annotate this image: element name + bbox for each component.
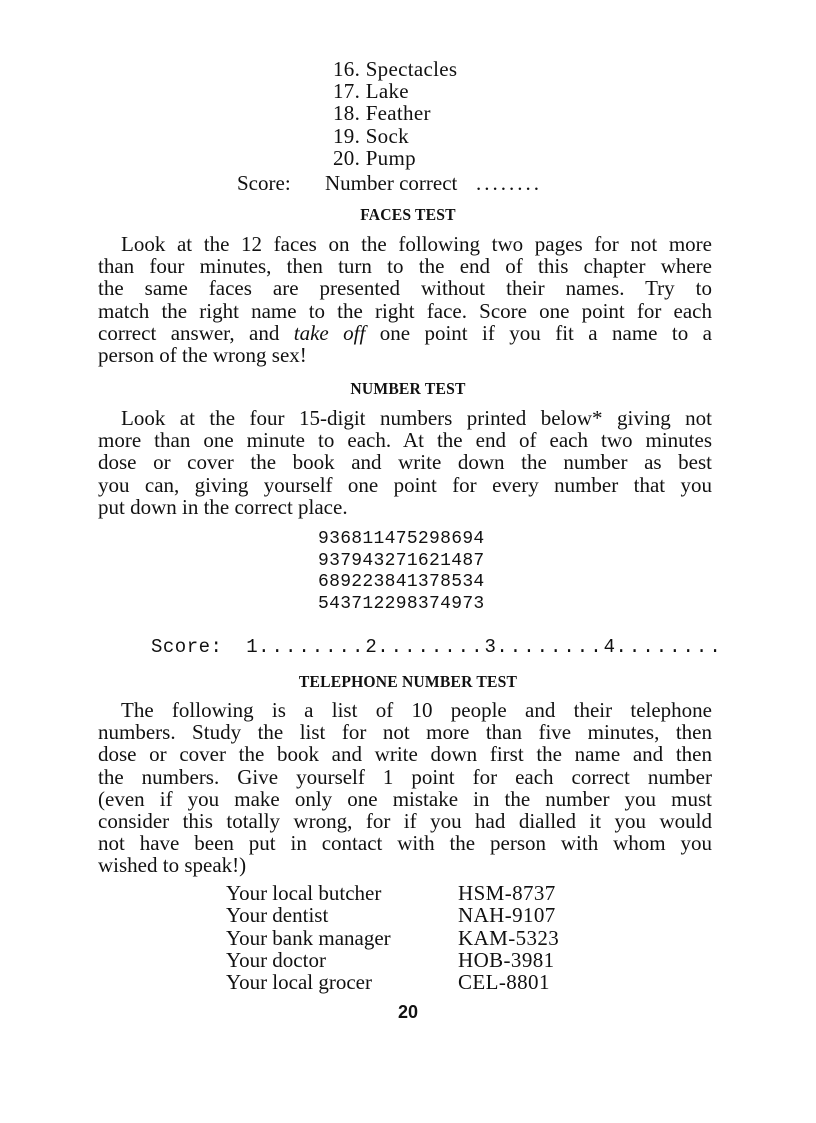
digit-number: 543712298374973	[318, 593, 485, 614]
score-dots: ........	[496, 636, 604, 658]
line-segment: correct answer, and	[98, 320, 280, 345]
contact-name: Your local butcher	[226, 881, 382, 905]
phone-number: CEL-8801	[458, 970, 550, 995]
emphasis-text: take off	[293, 320, 366, 345]
phone-list	[226, 882, 586, 993]
digit-number: 689223841378534	[318, 572, 485, 592]
paragraph-line: dose or cover the book and write down first the name and then	[98, 742, 712, 767]
contact-name: Your bank manager	[226, 925, 391, 950]
score-dots: ........	[377, 636, 485, 658]
paragraph-line: wished to speak!)	[98, 853, 247, 878]
score-label: Score:	[151, 636, 223, 658]
paragraph-line: the same faces are presented without their names. Try to	[98, 276, 712, 301]
paragraph-line: put down in the correct place.	[98, 494, 348, 519]
score-slot: 2	[365, 636, 378, 658]
score-slot: 4	[603, 636, 616, 658]
contact-name: Your local grocer	[226, 970, 372, 995]
page-number: 20	[397, 1002, 419, 1022]
list-item	[226, 882, 586, 904]
score-slot: 3	[484, 636, 497, 658]
paragraph-line: (even if you make only one mistake in the number you must	[98, 786, 712, 811]
list-item	[226, 904, 586, 926]
score-dots: ........	[258, 636, 366, 658]
list-item: 16. Spectacles	[333, 57, 458, 81]
list-item: 20. Pump	[333, 146, 416, 170]
section-heading-number: NUMBER TEST	[350, 379, 466, 398]
list-item	[226, 971, 586, 993]
list-item: 18. Feather	[333, 101, 431, 125]
paragraph-line: Look at the 12 faces on the following two pages for not more	[121, 232, 712, 256]
paragraph-line: Look at the four 15-digit numbers printed below* giving not	[121, 406, 712, 430]
contact-name: Your dentist	[226, 903, 329, 928]
score-slot: 1	[246, 636, 259, 658]
number-test-paragraph	[98, 407, 712, 518]
list-item	[226, 927, 586, 949]
paragraph-line: not have been put in contact with the person with whom you	[98, 831, 712, 856]
paragraph-line: numbers. Study the list for not more than five minutes, then	[98, 720, 712, 745]
list-item: 19. Sock	[333, 124, 409, 148]
line-segment: one point if you fit a name to a	[379, 320, 712, 345]
paragraph-line: you can, giving yourself one point for every number that you	[98, 472, 712, 497]
score-value: Number correct	[325, 171, 458, 195]
score-label: Score:	[237, 171, 291, 195]
telephone-test-paragraph	[98, 699, 712, 877]
list-item: 17. Lake	[333, 79, 409, 103]
paragraph-line: dose or cover the book and write down the number as best	[98, 450, 712, 475]
paragraph-line: more than one minute to each. At the end of each two minutes	[98, 428, 712, 453]
paragraph-line: match the right name to the right face. Score one point for each	[98, 298, 712, 323]
score-dots: ........	[615, 636, 723, 658]
paragraph-line: person of the wrong sex!	[98, 342, 307, 367]
digit-numbers	[318, 529, 485, 615]
phone-number: HOB-3981	[458, 947, 555, 972]
number-score-line	[151, 636, 723, 658]
contact-name: Your doctor	[226, 947, 326, 972]
paragraph-line: than four minutes, then turn to the end of this chapter where	[98, 254, 712, 279]
paragraph-line: the numbers. Give yourself 1 point for each correct number	[98, 764, 712, 789]
phone-number: HSM-8737	[458, 881, 556, 905]
section-heading-telephone: TELEPHONE NUMBER TEST	[298, 672, 518, 691]
phone-number: KAM-5323	[458, 925, 560, 950]
digit-number: 936811475298694	[318, 529, 485, 549]
paragraph-line	[98, 322, 712, 344]
faces-test-paragraph	[98, 233, 712, 366]
score-dots: ........	[476, 171, 542, 195]
list-item	[226, 949, 586, 971]
paragraph-line: The following is a list of 10 people and their telephone	[121, 698, 712, 722]
paragraph-line: consider this totally wrong, for if you had dialled it you would	[98, 808, 712, 833]
digit-number: 937943271621487	[318, 550, 485, 571]
phone-number: NAH-9107	[458, 903, 556, 928]
section-heading-faces: FACES TEST	[360, 205, 456, 224]
